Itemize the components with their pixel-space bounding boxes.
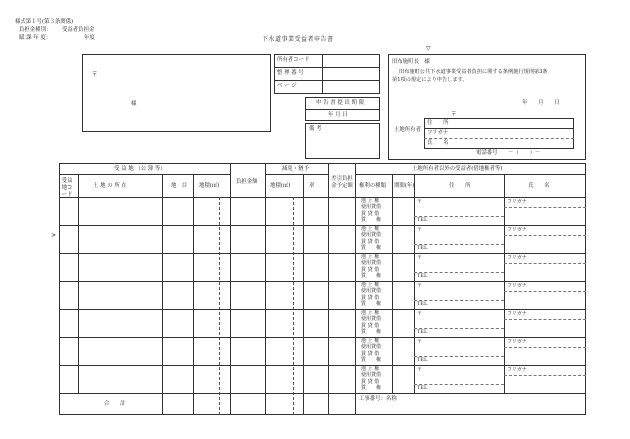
right-type-cell: 賃 貸 借 [361,266,380,273]
reduction-group-header: 減免・猶予 [282,166,309,172]
row-name-divider [504,263,586,264]
right-type-cell: 賃 貸 借 [361,238,380,245]
row-address-divider [414,328,504,329]
row-address-divider [414,356,504,357]
row-tel-label: TEL [417,301,428,307]
row-furigana-label: フリガナ [507,311,527,317]
right-type-header: 権利の種類 [359,183,386,189]
right-type-cell: 使用貸借 [361,344,382,351]
row-furigana-label: フリガナ [507,367,527,373]
row-postal-mark: 〒 [417,283,423,289]
row-name-divider [504,319,586,320]
right-type-cell: 使用貸借 [361,316,382,323]
applicant-furigana-label: フリガナ [427,130,449,136]
right-type-cell: 地 上 権 [361,226,380,232]
right-type-cell: 地 上 権 [361,282,380,288]
reduction-area-header: 地積(㎡) [270,183,291,189]
row-address-header: 住 所 [449,183,471,189]
right-period-header: 期間(年) [394,183,415,189]
right-type-cell: 質 権 [361,300,382,307]
deducted-amount-header: 差引負担金予定額 [331,176,353,190]
row-tel-label: TEL [417,245,428,251]
honorific-sama: 様 [131,101,137,107]
row-name-divider [504,375,586,376]
row-address-divider [414,216,504,217]
row-address-divider [414,272,504,273]
row-postal-mark: 〒 [417,199,423,205]
table-row [59,309,586,310]
right-type-cell: 質 権 [361,328,382,335]
right-type-cell: 地 上 権 [361,366,380,372]
row-furigana-label: フリガナ [507,199,527,205]
work-number-label: 工事番号：名称 [359,396,397,402]
rate-header: 率 [309,183,315,189]
right-type-cell: 地 上 権 [361,338,380,344]
right-type-cell: 使用貸借 [361,260,382,267]
owner-code-label: 所有者コード [277,57,310,63]
table-row [59,337,586,338]
right-type-cell: 地 上 権 [361,198,380,204]
land-group-header: 受 益 地 （公 簿 等） [114,166,166,172]
charge-amount-header: 負担金額 [236,179,258,185]
right-type-cell: 賃 貸 借 [361,322,380,329]
right-type-cell: 使用貸借 [361,288,382,295]
row-furigana-label: フリガナ [507,227,527,233]
page-label: ペ ー ジ [277,83,297,89]
phone-number-label: 電話番号 [476,150,498,156]
total-label: 合 計 [104,401,126,407]
lot-location-header: 土 地 の 所 在 [93,183,127,189]
row-name-divider [504,347,586,348]
document-title: 下水道事業受益者申告書 [262,36,334,43]
row-address-divider [414,300,504,301]
row-postal-mark: 〒 [417,255,423,261]
remarks-label: 備 考 [309,126,322,132]
reference-number-label: 整 理 番 号 [277,70,304,76]
right-type-cell: 質 権 [361,384,382,391]
right-type-cell: 賃 貸 借 [361,210,380,217]
row-tel-label: TEL [417,273,428,279]
statement-line-2: 第1項の規定により申告します。 [392,77,468,83]
table-row [59,253,586,254]
applicant-postal-mark: 〒 [451,112,457,118]
addressee-panel [82,54,271,132]
other-rights-group-header: 土地所有者以外の受益者(借地権者等) [412,166,503,172]
fiscal-year-value: 年度 [84,35,95,41]
row-postal-mark: 〒 [417,311,423,317]
submission-deadline-date: 年 月 日 [328,112,348,118]
side-marker: > [51,232,57,239]
total-row-line [59,393,586,394]
row-postal-mark: 〒 [417,227,423,233]
row-furigana-label: フリガナ [507,283,527,289]
right-type-cell: 賃 貸 借 [361,378,380,385]
row-tel-label: TEL [417,385,428,391]
row-furigana-label: フリガナ [507,339,527,345]
table-row [59,281,586,282]
right-type-cell: 地 上 権 [361,310,380,316]
statement-line-1: 田布施町公共下水道事業受益者負担に関する条例施行規則第3条 [399,69,548,75]
table-row [59,365,586,366]
right-type-cell: 使用貸借 [361,204,382,211]
triangle-mark: ▽ [426,45,431,52]
land-code-header: 受益地コード [61,178,73,198]
right-type-cell: 賃 貸 借 [361,350,380,357]
row-postal-mark: 〒 [417,367,423,373]
row-furigana-label: フリガナ [507,255,527,261]
right-type-cell: 地 上 権 [361,254,380,260]
right-type-cell: 質 権 [361,272,382,279]
row-address-divider [414,384,504,385]
row-name-header: 氏 名 [528,183,550,189]
right-type-cell: 賃 貸 借 [361,294,380,301]
right-type-cell: 使用貸借 [361,232,382,239]
fiscal-year-label: 賦 課 年 度： [19,35,52,41]
charge-type-label: 負担金種別： [19,27,52,33]
right-type-cell: 質 権 [361,216,382,223]
postal-mark: 〒 [92,72,98,78]
area-header: 地積(㎡) [199,183,220,189]
applicant-addressee: 田布施町長 様 [392,59,430,65]
land-category-header: 地 目 [171,183,188,189]
form-number: 様式第１号(第３条関係) [15,19,74,25]
applicant-name-label: 氏 名 [427,140,449,146]
right-type-cell: 質 権 [361,244,382,251]
row-tel-label: TEL [417,357,428,363]
right-type-cell: 使用貸借 [361,372,382,379]
submission-deadline-label: 申 告 書 提 出 期 限 [316,100,365,106]
row-name-divider [504,291,586,292]
row-address-divider [414,244,504,245]
row-tel-label: TEL [417,329,428,335]
charge-type-value: 受益者負担金 [62,27,95,33]
row-tel-label: TEL [417,217,428,223]
header-bottom-line [59,197,586,198]
row-name-divider [504,235,586,236]
row-name-divider [504,207,586,208]
phone-number-format: －（ ）－ [508,150,541,156]
row-postal-mark: 〒 [417,339,423,345]
right-type-cell: 質 権 [361,356,382,363]
applicant-address-label: 住 所 [427,120,449,126]
table-row [59,225,586,226]
landowner-label: 土地所有者 [394,127,421,133]
application-date: 年 月 日 [522,100,560,106]
